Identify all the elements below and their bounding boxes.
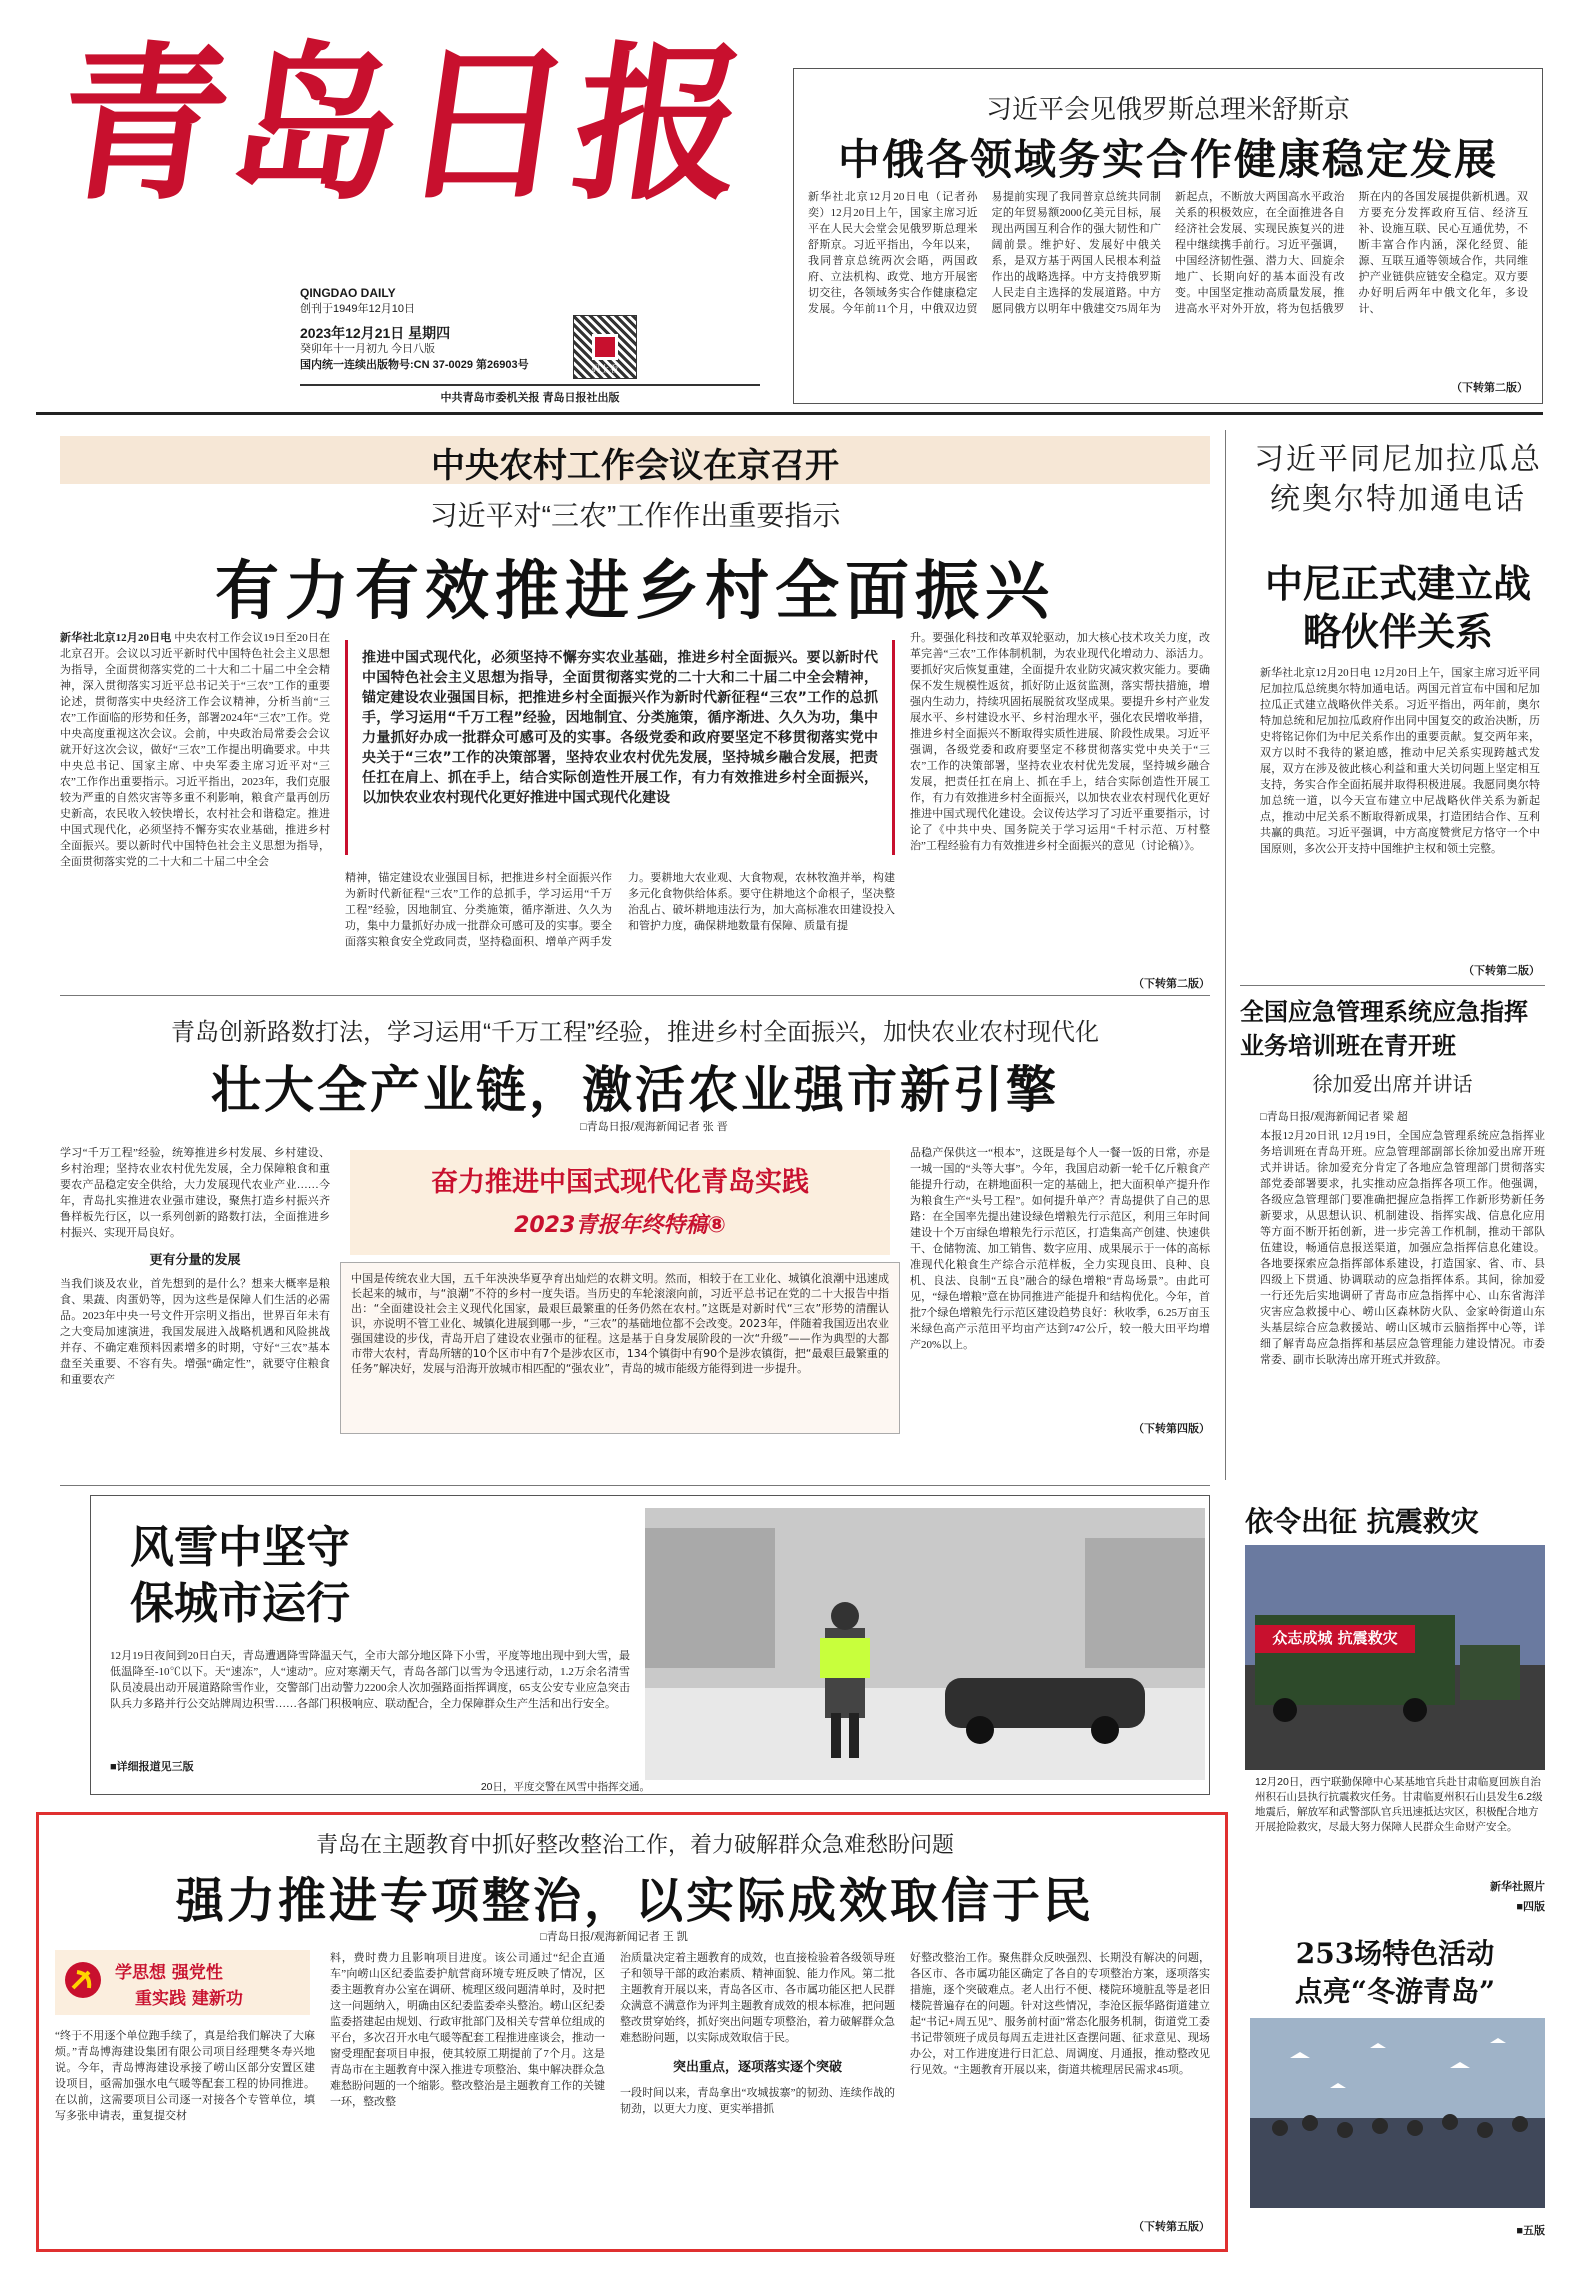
campaign-kicker: 青岛在主题教育中抓好整改整治工作，着力破解群众急难愁盼问题 bbox=[315, 1832, 954, 1857]
campaign-byline: □青岛日报/观海新闻记者 王 凯 bbox=[540, 1931, 688, 1943]
column-rule-right bbox=[1225, 430, 1226, 1480]
series-subtitle: 2023青报年终特稿⑧ bbox=[514, 1213, 726, 1238]
section-rule bbox=[60, 995, 1210, 996]
badge-line-1: 学思想 强党性 bbox=[115, 1963, 223, 1983]
founded-date: 创刊于1949年12月10日 bbox=[300, 303, 415, 315]
snow-headline-1: 风雪中坚守 bbox=[130, 1522, 350, 1573]
top-story-jump: （下转第二版） bbox=[1451, 382, 1528, 394]
nicaragua-body bbox=[1260, 665, 1540, 960]
industry-col-1 bbox=[60, 1145, 330, 1435]
campaign-col-4 bbox=[910, 1950, 1210, 2212]
industry-intro: 中国是传统农业大国，五千年泱泱华夏孕育出灿烂的农耕文明。然而，相较于在工业化、城镇化浪潮中迅速成长起来的城市，与“浪潮”不符的乡村一度失语。当历史的车轮滚滚向前，习近平总书记在党的二十大报告中指出：“全面建设社会主义现代化国家，最艰巨最繁重的任务仍然在农村。”这既是对新时代“三农”形势的清醒认识，亦说明不管工业化、城镇化进展到哪一步，“三农”的基础地位都不会改变。2023年，伴随着我国迈出农业强国建设的步伐，青岛开启了建设农业强市的征程。这是基于自身发展阶段的一次“升级”——作为典型的大都市带大农村，青岛所辖的10个区市中有7个是涉农区市，134个镇街中有90个是涉农镇街，把“最艰巨最繁重的任务”解决好，发展与沿海开放城市相匹配的“强农业”，青岛的城市能级方能得到进一步提升。 bbox=[351, 1272, 889, 1375]
emergency-body-text: 本报12月20日讯 12月19日，全国应急管理系统应急指挥业务培训班在青岛开班。应急管理部副部长徐加爱出席开班式并讲话。徐加爱充分肯定了各地应急管理部门贯彻落实部党委部署要求，扎实推动应急指挥各项工作。他强调，各级应急管理部门要准确把握应急指挥工作新形势新任务新要求，从思想认识、机制建设、指挥实战、信息化应用等方面不断开拓创新，进一步完善工作机制，推动干部队伍建设，畅通信息报送渠道，加强应急指挥信息化建设。各地要探索应急指挥部体系建设，打造国家、省、市、县四级上下贯通、协调联动的应急指挥体系。其间，徐加爱一行还先后实地调研了青岛市应急指挥中心、山东省海洋灾害应急救援中心、崂山区森林防火队、金家岭街道山东头基层综合应急救援站、崂山区城市云脑指挥中心等，详细了解青岛应急指挥和基层应急管理能力建设情况。市委常委、副市长耿涛出席开班式并致辞。 bbox=[1260, 1130, 1545, 1366]
crowd-seagulls-icon bbox=[1250, 2018, 1545, 2208]
rural-col-3 bbox=[345, 870, 895, 990]
snow-headline bbox=[130, 1520, 490, 1632]
snow-scene-icon bbox=[645, 1508, 1205, 1780]
snow-body bbox=[110, 1648, 630, 1753]
rural-col1-text: 中央农村工作会议19日至20日在北京召开。会议以习近平新时代中国特色社会主义思想为指导，全面贯彻落实党的二十大和二十届二中全会精神，深入贯彻落实习近平总书记关于“三农”工作的重要论述，贯彻落实中央经济工作会议精神，分析当前“三农”工作面临的形势和任务，部署2024年“三农”工作。党中央高度重视这次会议。会前，中央政治局常委会会议就开好这次会议，做好“三农”工作提出明确要求。中共中央总书记、国家主席、中央军委主席习近平对“三农”工作作出重要指示。习近平指出，2023年，我们克服较为严重的自然灾害等多重不利影响，粮食产量再创历史新高，农民收入较快增长，农村社会和谐稳定。推进中国式现代化，必须坚持不懈夯实农业基础，推进乡村全面振兴。要以新时代中国特色社会主义思想为指导，全面贯彻落实党的二十大和二十届二中全会 bbox=[60, 632, 330, 868]
campaign-col3-text: 治质量决定着主题教育的成效，也直接检验着各级领导班子和领导干部的政治素质、精神面貌、能力作风。第二批主题教育开展以来，青岛各区市、各市属功能区把人民群众满意不满意作为评判主题教育成效的根本标准，把问题整改贯穿始终，抓好突出问题专项整治，着力破解群众急难愁盼问题，以实际成效取信于民。 bbox=[620, 1952, 895, 2044]
sponsor-line: 中共青岛市委机关报 青岛日报社出版 bbox=[300, 384, 760, 405]
nicaragua-body-text: 新华社北京12月20日电 12月20日上午，国家主席习近平同尼加拉瓜总统奥尔特加通电话。两国元首宣布中国和尼加拉瓜正式建立战略伙伴关系。习近平指出，两年前，奥尔特加总统和尼加拉瓜政府作出同中国复交的政治决断，历史将铭记你们为中尼关系作出的重要贡献。复交两年来，双方以时不我待的紧迫感，推动中尼关系实现跨越式发展，双方在涉及彼此核心利益和重大关切问题上坚定相互支持，务实合作全面拓展并取得积极进展。我愿同奥尔特加总统一道，以今天宣布建立中尼战略伙伴关系为新起点，推动中尼关系不断取得新成果，打造团结合作、互利共赢的典范。习近平强调，中方高度赞赏尼方恪守一个中国原则，多次公开支持中国维护主权和领土完整。 bbox=[1260, 667, 1540, 855]
title-english: QINGDAO DAILY bbox=[300, 286, 396, 300]
industry-subhead: 更有分量的发展 bbox=[149, 1253, 241, 1268]
campaign-badge bbox=[55, 1950, 310, 2015]
campaign-subhead: 突出重点，逐项落实逐个突破 bbox=[672, 2060, 842, 2075]
issn: 国内统一连续出版物号:CN 37-0029 第26903号 bbox=[300, 359, 529, 371]
masthead-rule bbox=[36, 412, 1543, 415]
masthead-info bbox=[300, 285, 760, 373]
rural-kicker: 习近平对“三农”工作作出重要指示 bbox=[429, 500, 841, 531]
winter-photo bbox=[1250, 2018, 1545, 2208]
badge-line-2: 重实践 建新功 bbox=[135, 1989, 243, 2009]
top-story-body: 新华社北京12月20日电（记者孙奕）12月20日上午，国家主席习近平在人民大会堂会见俄罗斯总理米舒斯京。习近平指出，今年以来，我同普京总统两次会晤，两国政府、立法机构、政党、地方开展密切交往，各领域务实合作健康稳定发展。今年前11个月，中俄双边贸易提前实现了我同普京总统共同制定的年贸易额2000亿美元目标，展现出两国互利合作的强大韧性和广阔前景。维护好、发展好中俄关系，是双方基于两国人民根本利益作出的战略选择。中方支持俄罗斯人民走自主选择的发展道路。中方愿同俄方以明年中俄建交75周年为新起点，不断放大两国高水平政治关系的积极效应，在全面推进各自经济社会发展、实现民族复兴的进程中继续携手前行。习近平强调，中国经济韧性强、潜力大、回旋余地广、长期向好的基本面没有改变。中国坚定推动高质量发展，推进高水平对外开放，将为包括俄罗斯在内的各国发展提供新机遇。双方要充分发挥政府互信、经济互补、设施互联、民心互通优势，不断丰富合作内涵，深化经贸、能源、互联互通等领域合作，共同维护产业链供应链安全稳定。双方要办好明后两年中俄文化年，多设计、 bbox=[808, 191, 1528, 315]
rural-dateline: 新华社北京12月20日电 bbox=[60, 632, 172, 644]
emergency-body bbox=[1260, 1128, 1545, 1440]
qr-label: 码上看 bbox=[591, 364, 619, 374]
issue-date: 2023年12月21日 星期四 bbox=[300, 325, 451, 341]
snow-caption: 20日，平度交警在风雪中指挥交通。 bbox=[480, 1781, 650, 1793]
campaign-col3b-text: 一段时间以来，青岛拿出“攻城拔寨”的韧劲、连续作战的韧劲，以更大力度、更实举措抓 bbox=[620, 2087, 895, 2115]
campaign-jump: （下转第五版） bbox=[1133, 2221, 1210, 2233]
rural-col4-text: 升。要强化科技和改革双轮驱动，加大核心技术攻关力度，改革完善“三农”工作体制机制，为农业现代化增动力、添活力。要抓好灾后恢复重建，全面提升农业防灾减灾救灾能力。要确保不发生规模性返贫，抓好防止返贫监测，落实帮扶措施，增强内生动力，持续巩固拓展脱贫攻坚成果。要提升乡村产业发展水平、乡村建设水平、乡村治理水平，强化农民增收举措，推进乡村全面振兴不断取得实质性进展、阶段性成果。习近平强调，各级党委和政府要坚定不移贯彻落实党中央关于“三农”工作的决策部署，坚持农业农村优先发展，坚持城乡融合发展，把责任扛在肩上、抓在手上，结合实际创造性开展工作，有力有效推进乡村全面振兴，以加快农业农村现代化更好推进中国式现代化建设。会议传达学习了习近平重要指示，讨论了《中共中央、国务院关于学习运用“千村示范、万村整治”工程经验有力有效推进乡村全面振兴的意见（讨论稿）》。 bbox=[910, 632, 1210, 852]
industry-col3-text: 品稳产保供这一“根本”，这既是每个人一餐一饭的日常，亦是一城一国的“头等大事”。今年，我国启动新一轮千亿斤粮食产能提升行动，在耕地面积一定的基础上，把大面积单产提升作为粮食生产“头号工程”。如何提升单产？青岛提供了自己的思路：在全国率先提出建设绿色增粮先行示范区，利用三年时间建设十个万亩绿色增粮先行示范区，打造集高产创建、快速供干、仓储物流、加工销售、数字应用、成果展示于一体的高标准现代化粮食生产综合示范样板，全力实现良田、良种、良机、良法、良制“五良”融合的绿色增粮“青岛场景”。由此可见，“绿色增粮”意在协同推进产能提升和结构优化。今年，首批7个绿色增粮先行示范区建设趋势良好：秋收季，6.25万亩玉米绿色高产示范田平均亩产达到747公斤，较一般大田平均增产20%以上。 bbox=[910, 1147, 1210, 1351]
industry-kicker: 青岛创新路数打法，学习运用“千万工程”经验，推进乡村全面振兴，加快农业农村现代化 bbox=[171, 1019, 1099, 1046]
campaign-headline: 强力推进专项整治，以实际成效取信于民 bbox=[175, 1873, 1094, 1929]
section-rule-2 bbox=[60, 1485, 1210, 1486]
campaign-col4-text: 好整改整治工作。聚焦群众反映强烈、长期没有解决的问题，各区市、各市属功能区确定了各自的专项整治方案，逐项落实措施，逐个突破难点。老人出行不便、楼院环境脏乱等是老旧楼院普遍存在的问题。针对这些情况，李沧区振华路街道建立起“书记+周五见”、服务前村面”常态化服务机制，街道党工委书记带领班子成员每周五走进社区查摆问题、征求意见、现场办公，对工作进度进行日汇总、周调度、月通报，推动整改见行见效。“主题教育开展以来，街道共梳理居民需求45项。 bbox=[910, 1952, 1210, 2076]
section-rule-right bbox=[1240, 985, 1545, 986]
truck-banner: 众志成城 抗震救灾 bbox=[1272, 1629, 1398, 1647]
emergency-sub: 徐加爱出席并讲话 bbox=[1312, 1074, 1473, 1096]
campaign-col-2 bbox=[330, 1950, 605, 2238]
nicaragua-headline: 中尼正式建立战略伙伴关系 bbox=[1264, 561, 1531, 654]
campaign-col2-text: 料，费时费力且影响项目进度。该公司通过“纪企直通车”向崂山区纪委监委护航营商环境专班反映了情况，区委主题教育办公室在调研、梳理区级问题清单时，及时把这一问题纳入，明确由区纪委监委牵头整治。崂山区纪委监委搭建起由规划、行政审批部门及相关专营单位组成的平台，多次召开水电气暖等配套工程推进座谈会，推动一窗受理配套项目申报，使其较原工期提前了7个月。这是青岛市在主题教育中深入推进专项整治、集中解决群众急难愁盼问题的一个缩影。整改整治是主题教育工作的关键一环，整改整 bbox=[330, 1952, 605, 2108]
truck-convoy-icon bbox=[1245, 1545, 1545, 1770]
winter-headline bbox=[1245, 1935, 1545, 2011]
rural-banner: 中央农村工作会议在京召开 bbox=[431, 446, 839, 486]
masthead-logo bbox=[46, 25, 762, 280]
rural-highlight-box bbox=[345, 640, 895, 855]
emergency-headline: 全国应急管理系统应急指挥业务培训班在青开班 bbox=[1240, 997, 1528, 1060]
quake-credit: 新华社照片 bbox=[1490, 1881, 1545, 1893]
campaign-col1-text: “终于不用逐个单位跑手续了，真是给我们解决了大麻烦。”青岛博海建设集团有限公司项目经理樊冬寿兴地说。今年，青岛博海建设承接了崂山区部分安置区建设项目，亟需加强水电气暖等配套工程的协同推进。在以前，这需要项目公司逐一对接各个专管单位，填写多张申请表，重复提交材 bbox=[55, 2030, 315, 2122]
series-title: 奋力推进中国式现代化青岛实践 bbox=[431, 1167, 809, 1198]
industry-jump: （下转第四版） bbox=[1133, 1423, 1210, 1435]
quake-caption-text: 12月20日，西宁联勤保障中心某基地官兵赴甘肃临夏回族自治州积石山县执行抗震救灾任务。甘肃临夏州积石山县发生6.2级地震后，解放军和武警部队官兵迅速抵达灾区，积极配合地方开展抢险救灾，尽最大努力保障人民群众生命财产安全。 bbox=[1255, 1776, 1543, 1833]
top-story-headline: 中俄各领域务实合作健康稳定发展 bbox=[837, 135, 1498, 184]
industry-headline: 壮大全产业链，激活农业强市新引擎 bbox=[211, 1060, 1059, 1119]
snow-jump: ■详细报道见三版 bbox=[110, 1761, 194, 1773]
quake-caption bbox=[1255, 1775, 1545, 1875]
rural-col-1 bbox=[60, 630, 330, 990]
campaign-col-3 bbox=[620, 1950, 895, 2238]
emergency-byline: □青岛日报/观海新闻记者 梁 超 bbox=[1260, 1111, 1408, 1123]
industry-col1b-text: 当我们谈及农业，首先想到的是什么？想来大概率是粮食、果蔬、肉蛋奶等，因为这些是保障人们生活的必需品。2023年中央一号文件开宗明义指出，世界百年未有之大变局加速演进，我国发展进入战略机遇和风险挑战并存、不确定难预料因素增多的时期，守好“三农”基本盘至关重要、不容有失。增强“确定性”，就要守住粮食和重要农产 bbox=[60, 1278, 330, 1386]
top-story-kicker: 习近平会见俄罗斯总理米舒斯京 bbox=[985, 94, 1350, 124]
series-banner bbox=[350, 1150, 890, 1255]
nicaragua-kicker: 习近平同尼加拉瓜总统奥尔特加通电话 bbox=[1254, 443, 1542, 516]
quake-jump: ■四版 bbox=[1516, 1901, 1545, 1913]
rural-jump: （下转第二版） bbox=[1133, 978, 1210, 990]
party-emblem-icon bbox=[63, 1960, 103, 2000]
rural-headline: 有力有效推进乡村全面振兴 bbox=[215, 554, 1055, 629]
snow-photo bbox=[645, 1508, 1205, 1780]
quake-photo bbox=[1245, 1545, 1545, 1770]
industry-col1-text: 学习“千万工程”经验，统筹推进乡村发展、乡村建设、乡村治理；坚持农业农村优先发展，全力保障粮食和重要农产品稳定安全供给，大力发展现代农业产业……今年，青岛扎实推进农业强市建设，聚焦打造乡村振兴齐鲁样板先行区，以一系列创新的路数打法，全面推进乡村振兴、实现开局良好。 bbox=[60, 1147, 330, 1239]
winter-headline-2: 点亮“冬游青岛” bbox=[1294, 1975, 1496, 2008]
top-story-box bbox=[793, 68, 1543, 404]
industry-intro-box bbox=[340, 1262, 900, 1434]
rural-col-4 bbox=[910, 630, 1210, 975]
rural-col3-text: 精神，锚定建设农业强国目标，把推进乡村全面振兴作为新时代新征程“三农”工作的总抓手，学习运用“千万工程”经验，因地制宜、分类施策，循序渐进、久久为功，集中力量抓好办成一批群众可感可及的实事。要全面落实粮食安全党政同责，坚持稳面积、增单产两手发力。要耕地大农业观、大食物观，农林牧渔并举，构建多元化食物供给体系。要守住耕地这个命根子，坚决整治乱占、破坏耕地违法行为，加大高标准农田建设投入和管护力度，确保耕地数量有保障、质量有提 bbox=[345, 872, 895, 948]
newspaper-title: 青岛日报 bbox=[46, 25, 762, 223]
campaign-col-1 bbox=[55, 2028, 315, 2238]
rural-highlight: 推进中国式现代化，必须坚持不懈夯实农业基础，推进乡村全面振兴。要以新时代中国特色社会主义思想为指导，全面贯彻落实党的二十大和二十届二中全会精神，锚定建设农业强国目标，把推进乡村全面振兴作为新时代新征程“三农”工作的总抓手，学习运用“千万工程”经验，因地制宜、分类施策，循序渐进、久久为功，集中力量抓好办成一批群众可感可及的实事。各级党委和政府要坚定不移贯彻落实党中央关于“三农”工作的决策部署，坚持农业农村优先发展，坚持城乡融合发展，把责任扛在肩上、抓在手上，结合实际创造性开展工作，有力有效推进乡村全面振兴，以加快农业农村现代化更好推进中国式现代化建设 bbox=[362, 650, 878, 806]
industry-byline: □青岛日报/观海新闻记者 张 晋 bbox=[580, 1121, 728, 1133]
winter-jump: ■五版 bbox=[1516, 2225, 1545, 2237]
quake-title: 依令出征 抗震救灾 bbox=[1245, 1505, 1479, 1538]
lunar-date: 癸卯年十一月初九 今日八版 bbox=[300, 343, 436, 355]
industry-col-3 bbox=[910, 1145, 1210, 1417]
nicaragua-jump: （下转第二版） bbox=[1463, 965, 1540, 977]
snow-headline-2: 保城市运行 bbox=[130, 1578, 350, 1629]
winter-headline-1: 253场特色活动 bbox=[1295, 1937, 1495, 1970]
snow-body-text: 12月19日夜间到20日白天，青岛遭遇降雪降温天气，全市大部分地区降下小雪，平度等地出现中到大雪，最低温降至-10℃以下。天“速冻”，人“速动”。应对寒潮天气，青岛各部门以雪为令迅速行动，1.2万余名清雪队员凌晨出动开展道路除雪作业，交警部门出动警力2200余人次加强路面指挥调度，65支公安专业应急突击队兵力多路并行公交站牌周边积雪……各部门积极响应、联动配合，全力保障群众生产生活和出行安全。 bbox=[110, 1650, 630, 1710]
